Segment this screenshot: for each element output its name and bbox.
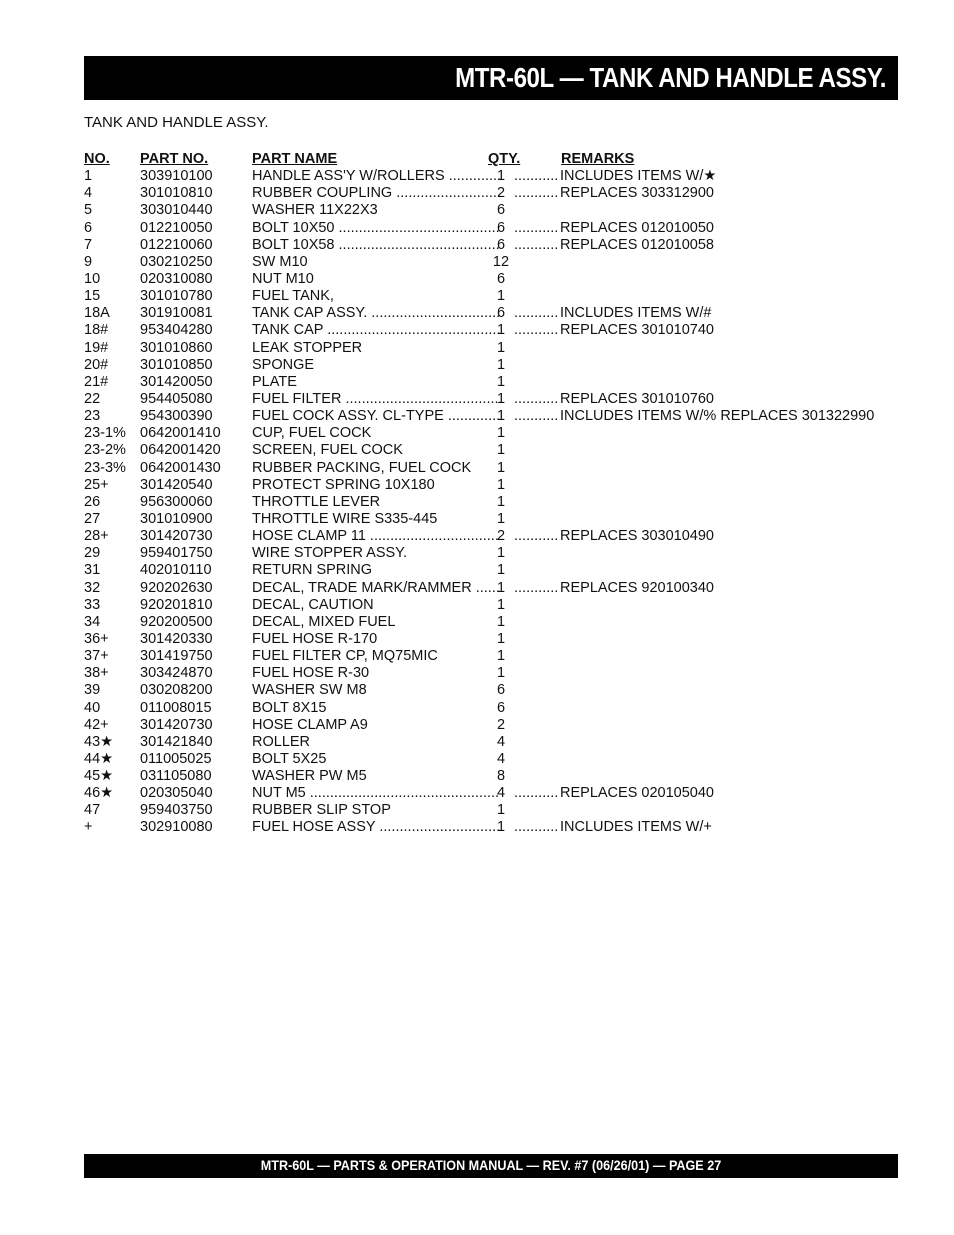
cell-qty: 6 [496, 202, 506, 219]
cell-part-no: 012210060 [140, 236, 213, 253]
cell-qty: 4 [496, 750, 506, 767]
cell-qty: 4 [496, 733, 506, 750]
cell-part-name-wrap [252, 614, 500, 631]
cell-part-no: 012210050 [140, 219, 213, 236]
cell-qty: 1 [496, 476, 506, 493]
cell-no: 34 [84, 613, 101, 630]
column-header-part-no: PART NO. [140, 151, 209, 167]
cell-part-no: 301010850 [140, 356, 213, 373]
cell-remarks: REPLACES 012010050 [560, 219, 714, 236]
cell-part-name: HANDLE ASS'Y W/ROLLERS ..... [252, 168, 500, 184]
cell-no: 21# [84, 373, 109, 390]
cell-no: 10 [84, 270, 101, 287]
cell-part-no: 301910081 [140, 305, 213, 322]
cell-part-name: NUT M10 [252, 270, 314, 287]
cell-no: 42+ [84, 716, 109, 733]
cell-part-name-wrap [252, 168, 500, 185]
table-row [84, 665, 884, 682]
cell-part-name: RUBBER PACKING, FUEL COCK [252, 459, 472, 476]
cell-no: 47 [84, 802, 101, 819]
title-bar [84, 56, 898, 100]
cell-qty: 1 [496, 545, 506, 562]
cell-qty: 6 [496, 305, 506, 322]
cell-no: 27 [84, 510, 101, 527]
cell-part-name-wrap [252, 545, 500, 562]
cell-leader [514, 237, 558, 254]
cell-no: 4 [84, 185, 93, 202]
cell-part-name-wrap [252, 442, 500, 459]
cell-remarks: REPLACES 012010058 [560, 236, 714, 253]
cell-qty: 1 [496, 288, 506, 305]
cell-no: 26 [84, 493, 101, 510]
table-row [84, 648, 884, 665]
section-heading: TANK AND HANDLE ASSY. [84, 114, 269, 131]
cell-remarks: REPLACES 303312900 [560, 185, 714, 202]
cell-part-name-wrap [252, 288, 500, 305]
cell-no: 23-1% [84, 425, 126, 442]
table-row [84, 545, 884, 562]
cell-no: 23-3% [84, 459, 126, 476]
table-row [84, 340, 884, 357]
cell-leader [514, 322, 558, 339]
table-row [84, 391, 884, 408]
cell-part-name-wrap [252, 357, 500, 374]
cell-part-name-wrap [252, 751, 500, 768]
cell-no: 22 [84, 390, 101, 407]
table-row [84, 494, 884, 511]
cell-no: 25+ [84, 476, 109, 493]
cell-part-no: 030208200 [140, 682, 213, 699]
cell-part-name: WASHER 11X22X3 [252, 202, 378, 219]
cell-part-name-wrap [252, 562, 500, 579]
table-row [84, 254, 884, 271]
table-row [84, 237, 884, 254]
cell-no: 18A [84, 305, 110, 322]
cell-qty: 1 [496, 596, 506, 613]
cell-qty: 2 [496, 716, 506, 733]
cell-part-name: NUT M5 ..... [252, 785, 500, 801]
cell-part-name: WIRE STOPPER ASSY. [252, 545, 407, 562]
table-row [84, 220, 884, 237]
cell-qty: 1 [496, 390, 506, 407]
cell-qty: 1 [496, 579, 506, 596]
cell-part-name: BOLT 10X58 ..... [252, 237, 500, 253]
cell-part-name-wrap [252, 511, 500, 528]
cell-qty: 1 [496, 510, 506, 527]
cell-part-name-wrap [252, 237, 500, 254]
cell-part-no: 301010780 [140, 288, 213, 305]
cell-part-name: BOLT 5X25 [252, 750, 327, 767]
cell-qty: 1 [496, 665, 506, 682]
cell-no: 33 [84, 596, 101, 613]
cell-remarks: REPLACES 020105040 [560, 785, 714, 802]
cell-qty: 2 [496, 528, 506, 545]
table-row [84, 374, 884, 391]
table-row [84, 700, 884, 717]
cell-leader [514, 528, 558, 545]
page-title: MTR-60L — TANK AND HANDLE ASSY. [455, 62, 886, 93]
table-row [84, 408, 884, 425]
cell-qty: 6 [496, 236, 506, 253]
column-header-qty: QTY. [488, 151, 521, 167]
cell-part-name-wrap [252, 734, 500, 751]
cell-no: 20# [84, 356, 109, 373]
cell-part-name: ROLLER [252, 733, 311, 750]
cell-remarks: INCLUDES ITEMS W/% REPLACES 301322990 [560, 408, 875, 425]
cell-part-name-wrap [252, 665, 500, 682]
cell-part-name: WASHER SW M8 [252, 682, 367, 699]
cell-qty: 1 [496, 168, 506, 185]
cell-part-name: FUEL HOSE ASSY ..... [252, 819, 500, 835]
cell-part-no: 956300060 [140, 493, 213, 510]
cell-part-no: 301420730 [140, 716, 213, 733]
cell-no: + [84, 819, 93, 836]
table-row [84, 734, 884, 751]
cell-no: 18# [84, 322, 109, 339]
cell-qty: 6 [496, 219, 506, 236]
cell-part-no: 031105080 [140, 768, 212, 785]
cell-qty: 1 [496, 802, 506, 819]
cell-part-name-wrap [252, 340, 500, 357]
cell-leader [514, 819, 558, 836]
cell-no: 29 [84, 545, 101, 562]
cell-no: 9 [84, 253, 93, 270]
cell-part-name-wrap [252, 477, 500, 494]
table-row [84, 751, 884, 768]
cell-leader [514, 168, 558, 185]
cell-no: 44★ [84, 750, 114, 767]
cell-part-no: 302910080 [140, 819, 213, 836]
cell-part-name-wrap [252, 322, 500, 339]
cell-qty: 1 [496, 356, 506, 373]
cell-part-name-wrap [252, 425, 500, 442]
table-row [84, 357, 884, 374]
cell-part-name: RUBBER COUPLING ..... [252, 185, 500, 201]
table-row [84, 528, 884, 545]
cell-part-name: FUEL HOSE R-30 [252, 665, 370, 682]
cell-part-no: 953404280 [140, 322, 213, 339]
cell-part-no: 0642001410 [140, 425, 221, 442]
cell-no: 23-2% [84, 442, 126, 459]
cell-qty: 1 [496, 408, 506, 425]
cell-part-name: THROTTLE WIRE S335-445 [252, 510, 438, 527]
cell-part-no: 954300390 [140, 408, 213, 425]
table-row [84, 614, 884, 631]
table-row [84, 288, 884, 305]
cell-qty: 1 [496, 459, 506, 476]
cell-part-name: PROTECT SPRING 10X180 [252, 476, 435, 493]
cell-no: 37+ [84, 648, 109, 665]
table-body [84, 168, 884, 836]
cell-no: 23 [84, 408, 101, 425]
table-row [84, 597, 884, 614]
table-row [84, 768, 884, 785]
cell-remarks: REPLACES 301010760 [560, 390, 714, 407]
cell-part-name-wrap [252, 580, 500, 597]
footer-bar [84, 1154, 898, 1178]
cell-part-name-wrap [252, 185, 500, 202]
cell-part-name-wrap [252, 717, 500, 734]
cell-part-name: FUEL HOSE R-170 [252, 630, 378, 647]
cell-part-name-wrap [252, 202, 500, 219]
cell-part-name: DECAL, MIXED FUEL [252, 613, 396, 630]
cell-part-name-wrap [252, 305, 500, 322]
cell-part-no: 301010810 [140, 185, 213, 202]
cell-part-name-wrap [252, 768, 500, 785]
cell-part-no: 920201810 [140, 596, 213, 613]
cell-part-no: 920200500 [140, 613, 213, 630]
cell-qty: 1 [496, 442, 506, 459]
cell-part-name-wrap [252, 220, 500, 237]
cell-part-name: DECAL, CAUTION [252, 596, 374, 613]
footer-text: MTR-60L — PARTS & OPERATION MANUAL — REV. #7 (06/26/01) — PAGE 27 [260, 1157, 722, 1173]
cell-part-no: 020310080 [140, 270, 213, 287]
cell-part-name-wrap [252, 700, 500, 717]
cell-qty: 1 [496, 425, 506, 442]
cell-qty: 1 [496, 493, 506, 510]
cell-part-no: 954405080 [140, 390, 213, 407]
cell-part-name-wrap [252, 408, 500, 425]
cell-part-name-wrap [252, 785, 500, 802]
cell-part-no: 301419750 [140, 648, 213, 665]
cell-part-name-wrap [252, 271, 500, 288]
table-row [84, 168, 884, 185]
cell-part-no: 020305040 [140, 785, 213, 802]
table-row [84, 819, 884, 836]
cell-qty: 1 [496, 613, 506, 630]
cell-no: 40 [84, 699, 101, 716]
cell-qty: 12 [492, 253, 510, 270]
cell-leader [514, 580, 558, 597]
cell-part-no: 920202630 [140, 579, 213, 596]
cell-no: 7 [84, 236, 93, 253]
cell-no: 15 [84, 288, 101, 305]
cell-part-name-wrap [252, 374, 500, 391]
cell-part-name-wrap [252, 494, 500, 511]
cell-remarks: REPLACES 920100340 [560, 579, 714, 596]
cell-no: 6 [84, 219, 93, 236]
cell-no: 28+ [84, 528, 109, 545]
cell-qty: 6 [496, 270, 506, 287]
cell-leader [514, 408, 558, 425]
table-row [84, 580, 884, 597]
table-row [84, 460, 884, 477]
cell-part-name-wrap [252, 819, 500, 836]
cell-part-name: FUEL FILTER ..... [252, 391, 500, 407]
table-row [84, 185, 884, 202]
cell-part-name-wrap [252, 460, 500, 477]
table-row [84, 442, 884, 459]
cell-part-name: THROTTLE LEVER [252, 493, 381, 510]
cell-part-no: 011005025 [140, 750, 212, 767]
cell-no: 45★ [84, 768, 114, 785]
cell-part-name-wrap [252, 597, 500, 614]
cell-part-no: 402010110 [140, 562, 212, 579]
table-row [84, 802, 884, 819]
column-header-no: NO. [84, 151, 110, 167]
cell-part-name-wrap [252, 648, 500, 665]
cell-leader [514, 391, 558, 408]
cell-leader [514, 305, 558, 322]
cell-remarks: REPLACES 303010490 [560, 528, 714, 545]
cell-part-name-wrap [252, 528, 500, 545]
cell-part-no: 301420540 [140, 476, 213, 493]
column-header-remarks: REMARKS [561, 151, 635, 167]
cell-no: 38+ [84, 665, 109, 682]
table-row [84, 511, 884, 528]
cell-qty: 1 [496, 562, 506, 579]
cell-no: 46★ [84, 785, 114, 802]
cell-no: 36+ [84, 630, 109, 647]
cell-part-name: HOSE CLAMP 11 ..... [252, 528, 500, 544]
table-row [84, 631, 884, 648]
cell-part-name: FUEL TANK, [252, 288, 334, 305]
cell-remarks: INCLUDES ITEMS W/+ [560, 819, 712, 836]
cell-qty: 1 [496, 630, 506, 647]
cell-part-no: 0642001430 [140, 459, 221, 476]
cell-part-name: LEAK STOPPER [252, 339, 363, 356]
cell-remarks: INCLUDES ITEMS W/# [560, 305, 712, 322]
cell-qty: 1 [496, 322, 506, 339]
cell-qty: 1 [496, 339, 506, 356]
cell-part-name: CUP, FUEL COCK [252, 425, 372, 442]
cell-part-no: 301010860 [140, 339, 213, 356]
cell-part-name: BOLT 10X50 ..... [252, 220, 500, 236]
cell-part-name: TANK CAP ..... [252, 322, 500, 338]
cell-part-name-wrap [252, 391, 500, 408]
table-row [84, 425, 884, 442]
cell-part-name: SCREEN, FUEL COCK [252, 442, 403, 459]
cell-remarks: INCLUDES ITEMS W/★ [560, 168, 717, 185]
cell-part-name: WASHER PW M5 [252, 768, 367, 785]
table-row [84, 562, 884, 579]
cell-part-no: 303910100 [140, 168, 213, 185]
cell-part-name-wrap [252, 802, 500, 819]
cell-part-no: 301421840 [140, 733, 213, 750]
cell-part-no: 301010900 [140, 510, 213, 527]
cell-part-name: SPONGE [252, 356, 315, 373]
cell-part-name: HOSE CLAMP A9 [252, 716, 368, 733]
cell-leader [514, 785, 558, 802]
cell-part-no: 301420330 [140, 630, 213, 647]
table-row [84, 785, 884, 802]
cell-no: 32 [84, 579, 101, 596]
column-header-part-name: PART NAME [252, 151, 338, 167]
cell-part-name: SW M10 [252, 253, 308, 270]
cell-part-name: BOLT 8X15 [252, 699, 327, 716]
cell-part-name: RUBBER SLIP STOP [252, 802, 391, 819]
cell-part-name-wrap [252, 682, 500, 699]
cell-part-no: 959403750 [140, 802, 213, 819]
table-row [84, 477, 884, 494]
table-row [84, 202, 884, 219]
cell-part-name: PLATE [252, 373, 297, 390]
cell-part-no: 301420050 [140, 373, 213, 390]
cell-remarks: REPLACES 301010740 [560, 322, 714, 339]
cell-qty: 2 [496, 185, 506, 202]
table-row [84, 271, 884, 288]
cell-leader [514, 220, 558, 237]
cell-no: 31 [84, 562, 101, 579]
cell-part-name: FUEL COCK ASSY. CL-TYPE ..... [252, 408, 500, 424]
cell-part-no: 030210250 [140, 253, 213, 270]
cell-part-name: DECAL, TRADE MARK/RAMMER ..... [252, 580, 500, 596]
cell-part-no: 011008015 [140, 699, 212, 716]
table-row [84, 305, 884, 322]
cell-part-no: 0642001420 [140, 442, 221, 459]
cell-qty: 1 [496, 648, 506, 665]
cell-no: 5 [84, 202, 93, 219]
cell-part-no: 301420730 [140, 528, 213, 545]
cell-part-name-wrap [252, 254, 500, 271]
cell-part-no: 303424870 [140, 665, 213, 682]
cell-part-no: 303010440 [140, 202, 213, 219]
cell-leader [514, 185, 558, 202]
cell-part-name: RETURN SPRING [252, 562, 373, 579]
table-row [84, 682, 884, 699]
cell-no: 19# [84, 339, 109, 356]
cell-no: 43★ [84, 733, 114, 750]
parts-list-table [84, 151, 884, 837]
cell-part-name: TANK CAP ASSY. ..... [252, 305, 500, 321]
cell-qty: 6 [496, 699, 506, 716]
cell-part-name: FUEL FILTER CP, MQ75MIC [252, 648, 438, 665]
cell-part-name-wrap [252, 631, 500, 648]
table-row [84, 717, 884, 734]
table-header-row [84, 151, 884, 168]
cell-part-no: 959401750 [140, 545, 213, 562]
cell-qty: 8 [496, 768, 506, 785]
cell-qty: 4 [496, 785, 506, 802]
cell-qty: 6 [496, 682, 506, 699]
cell-no: 1 [84, 168, 93, 185]
cell-qty: 1 [496, 373, 506, 390]
cell-no: 39 [84, 682, 101, 699]
table-row [84, 322, 884, 339]
cell-qty: 1 [496, 819, 506, 836]
